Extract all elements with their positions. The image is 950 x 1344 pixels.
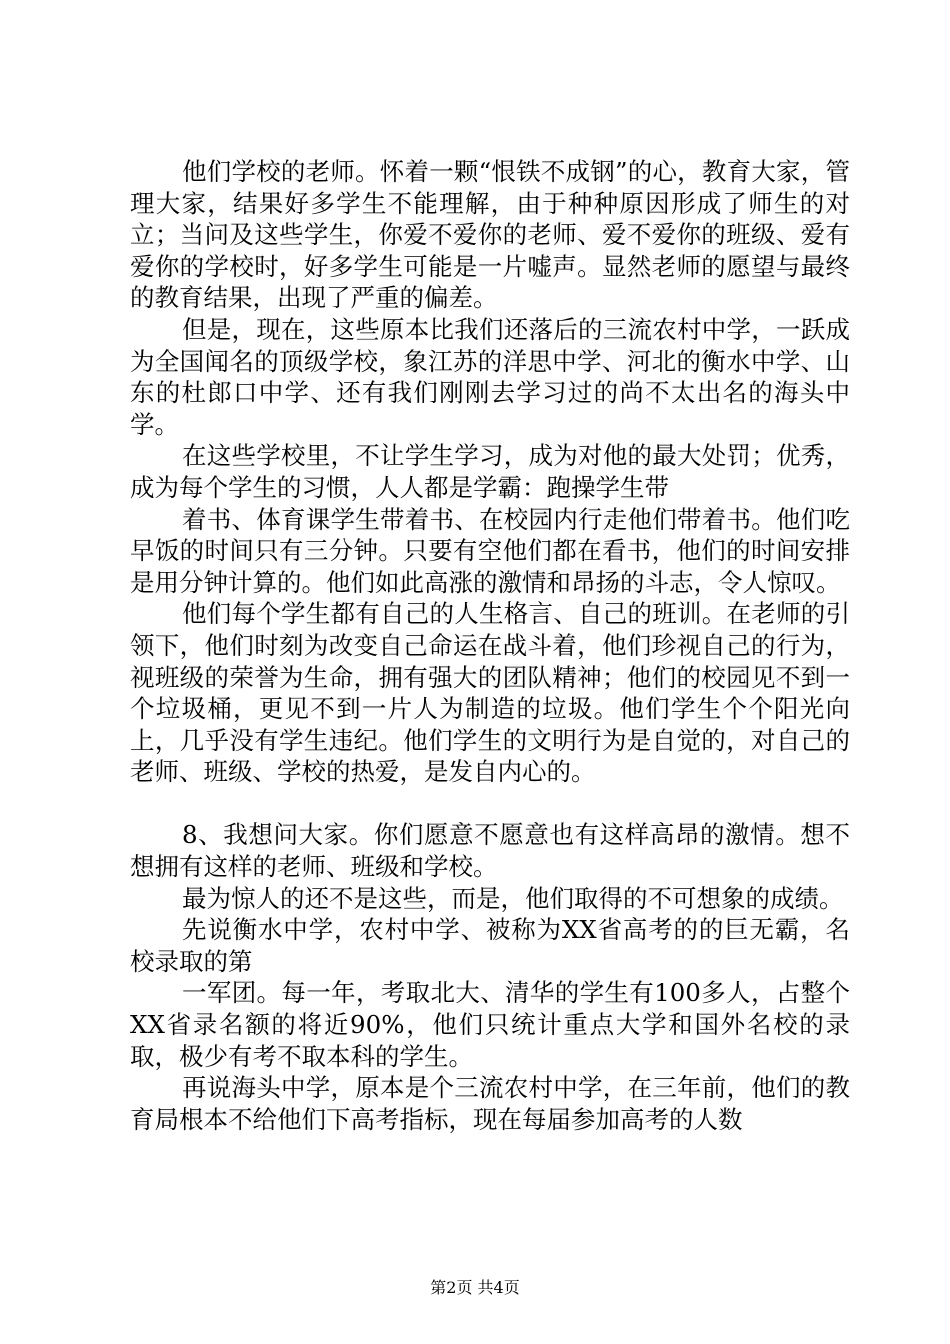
page-number-footer: 第2页 共4页 [430,1278,520,1297]
document-body [130,156,850,1135]
paragraph-hengshui-results: 一军团。每一年，考取北大、清华的学生有100多人，占整个XX省录名额的将近90%，他们只统计重点大学和国外名校的录取，极少有考不取本科的学生。 [130,978,850,1071]
paragraph-carrying-books: 着书、体育课学生带着书、在校园内行走他们带着书。他们吃早饭的时间只有三分钟。只要有空他们都在看书，他们的时间安排是用分钟计算的。他们如此高涨的激情和昂扬的斗志，令人惊叹。 [130,504,850,597]
paragraph-hengshui-intro: 先说衡水中学，农村中学、被称为XX省高考的的巨无霸，名校录取的第 [130,915,850,976]
paragraph-teachers-intent: 他们学校的老师。怀着一颗“恨铁不成钢”的心，教育大家，管理大家，结果好多学生不能理解，由于种种原因形成了师生的对立；当问及这些学生，你爱不爱你的老师、爱不爱你的班级、爱有爱你的学校时，好多学生可能是一片嘘声。显然老师的愿望与最终的教育结果，出现了严重的偏差。 [130,157,850,313]
paragraph-haitou-intro: 再说海头中学，原本是个三流农村中学，在三年前，他们的教育局根本不给他们下高考指标，现在每届参加高考的人数 [130,1073,850,1134]
paragraph-question-to-audience: 8、我想问大家。你们愿意不愿意也有这样高昂的激情。想不想拥有这样的老师、班级和学校。 [130,820,850,882]
paragraph-student-mottos: 他们每个学生都有自己的人生格言、自己的班训。在老师的引领下，他们时刻为改变自己命运在战斗着，他们珍视自己的行为，视班级的荣誉为生命，拥有强大的团队精神；他们的校园见不到一个垃圾桶，更见不到一片人为制造的垃圾。他们学生个个阳光向上，几乎没有学生违纪。他们学生的文明行为是自觉的，对自己的老师、班级、学校的热爱，是发自内心的。 [130,599,850,787]
paragraph-rural-schools-rise: 但是，现在，这些原本比我们还落后的三流农村中学，一跃成为全国闻名的顶级学校，象江苏的洋思中学、河北的衡水中学、山东的杜郎口中学、还有我们刚刚去学习过的尚不太出名的海头中学。 [130,314,850,439]
paragraph-astonishing-results: 最为惊人的还不是这些，而是，他们取得的不可想象的成绩。 [182,883,844,913]
paragraph-study-habits: 在这些学校里，不让学生学习，成为对他的最大处罚；优秀，成为每个学生的习惯，人人都是学霸：跑操学生带 [130,441,850,502]
